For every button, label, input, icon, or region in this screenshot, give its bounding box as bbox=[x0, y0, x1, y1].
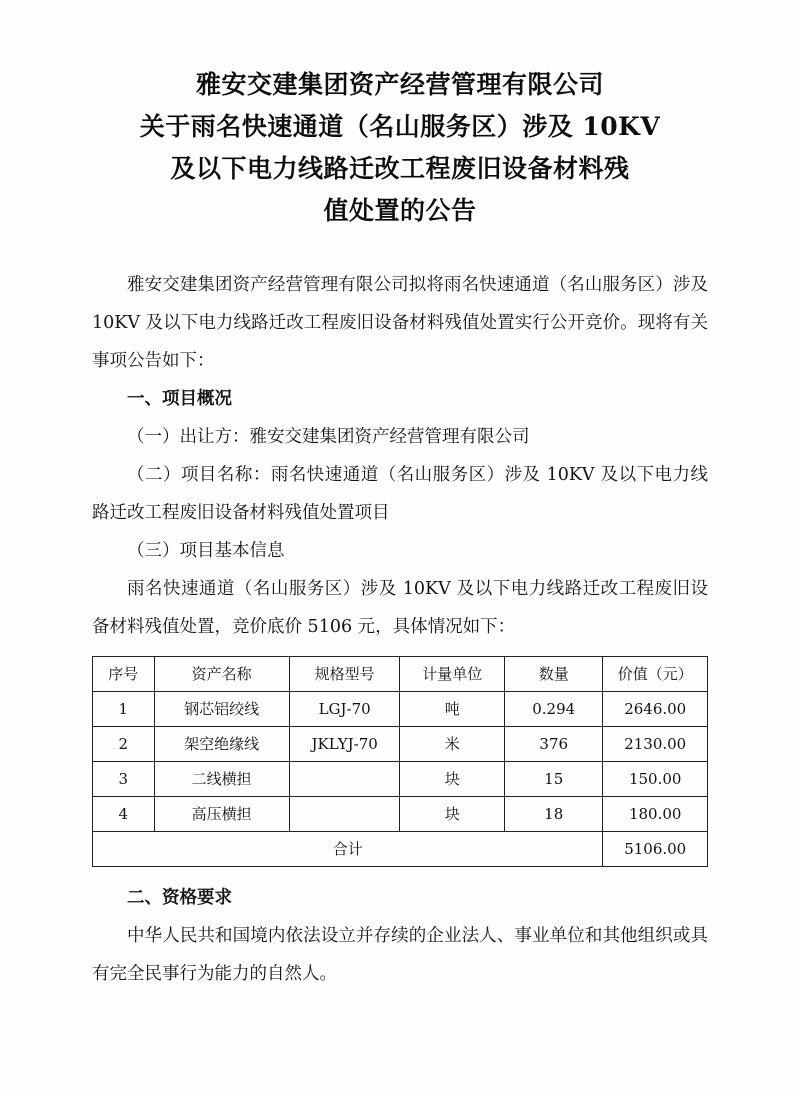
column-header-quantity: 数量 bbox=[505, 657, 603, 692]
title-line-3: 及以下电力线路迁改工程废旧设备材料残 bbox=[170, 154, 630, 183]
page-title bbox=[92, 64, 708, 232]
total-value: 5106.00 bbox=[603, 832, 708, 867]
table-row bbox=[93, 797, 708, 832]
cell-value: 2130.00 bbox=[603, 727, 708, 762]
cell-unit: 块 bbox=[400, 797, 505, 832]
cell-value: 150.00 bbox=[603, 762, 708, 797]
table-total-row bbox=[93, 832, 708, 867]
cell-unit: 米 bbox=[400, 727, 505, 762]
document-body bbox=[92, 266, 708, 993]
cell-asset-name: 架空绝缘线 bbox=[154, 727, 289, 762]
item-transferor: （一）出让方：雅安交建集团资产经营管理有限公司 bbox=[127, 427, 530, 447]
intro-paragraph: 雅安交建集团资产经营管理有限公司拟将雨名快速通道（名山服务区）涉及 10KV 及以下电力线路迁改工程废旧设备材料残值处置实行公开竞价。现将有关事项公告如下： bbox=[92, 275, 708, 371]
cell-unit: 块 bbox=[400, 762, 505, 797]
cell-model: LGJ-70 bbox=[289, 692, 400, 727]
section-two-heading: 二、资格要求 bbox=[127, 888, 232, 908]
cell-no: 2 bbox=[93, 727, 155, 762]
cell-asset-name: 钢芯铝绞线 bbox=[154, 692, 289, 727]
title-line-4: 值处置的公告 bbox=[323, 196, 477, 225]
basic-info-text: 雨名快速通道（名山服务区）涉及 10KV 及以下电力线路迁改工程废旧设备材料残值处置，竞价底价 5106 元，具体情况如下： bbox=[92, 579, 708, 637]
cell-model: JKLYJ-70 bbox=[289, 727, 400, 762]
item-project-name: （二）项目名称：雨名快速通道（名山服务区）涉及 10KV 及以下电力线路迁改工程废旧设备材料残值处置项目 bbox=[92, 465, 708, 523]
column-header-unit: 计量单位 bbox=[400, 657, 505, 692]
cell-quantity: 0.294 bbox=[505, 692, 603, 727]
column-header-model: 规格型号 bbox=[289, 657, 400, 692]
cell-asset-name: 二线横担 bbox=[154, 762, 289, 797]
title-line-2: 关于雨名快速通道（名山服务区）涉及 10KV bbox=[139, 112, 661, 141]
cell-unit: 吨 bbox=[400, 692, 505, 727]
table-row bbox=[93, 727, 708, 762]
cell-quantity: 15 bbox=[505, 762, 603, 797]
table-header-row bbox=[93, 657, 708, 692]
column-header-asset-name: 资产名称 bbox=[154, 657, 289, 692]
section-two-text: 中华人民共和国境内依法设立并存续的企业法人、事业单位和其他组织或具有完全民事行为能力的自然人。 bbox=[92, 926, 708, 984]
cell-no: 3 bbox=[93, 762, 155, 797]
asset-table bbox=[92, 656, 708, 867]
item-basic-info-heading: （三）项目基本信息 bbox=[127, 541, 285, 561]
cell-no: 1 bbox=[93, 692, 155, 727]
table-header bbox=[93, 657, 708, 692]
cell-value: 180.00 bbox=[603, 797, 708, 832]
total-label: 合计 bbox=[93, 832, 603, 867]
column-header-no: 序号 bbox=[93, 657, 155, 692]
cell-quantity: 18 bbox=[505, 797, 603, 832]
cell-asset-name: 高压横担 bbox=[154, 797, 289, 832]
table-row bbox=[93, 762, 708, 797]
cell-model bbox=[289, 762, 400, 797]
column-header-value: 价值（元） bbox=[603, 657, 708, 692]
cell-quantity: 376 bbox=[505, 727, 603, 762]
cell-value: 2646.00 bbox=[603, 692, 708, 727]
title-line-1: 雅安交建集团资产经营管理有限公司 bbox=[195, 70, 604, 99]
cell-no: 4 bbox=[93, 797, 155, 832]
section-one-heading: 一、项目概况 bbox=[127, 389, 232, 409]
table-row bbox=[93, 692, 708, 727]
table-body bbox=[93, 692, 708, 867]
cell-model bbox=[289, 797, 400, 832]
